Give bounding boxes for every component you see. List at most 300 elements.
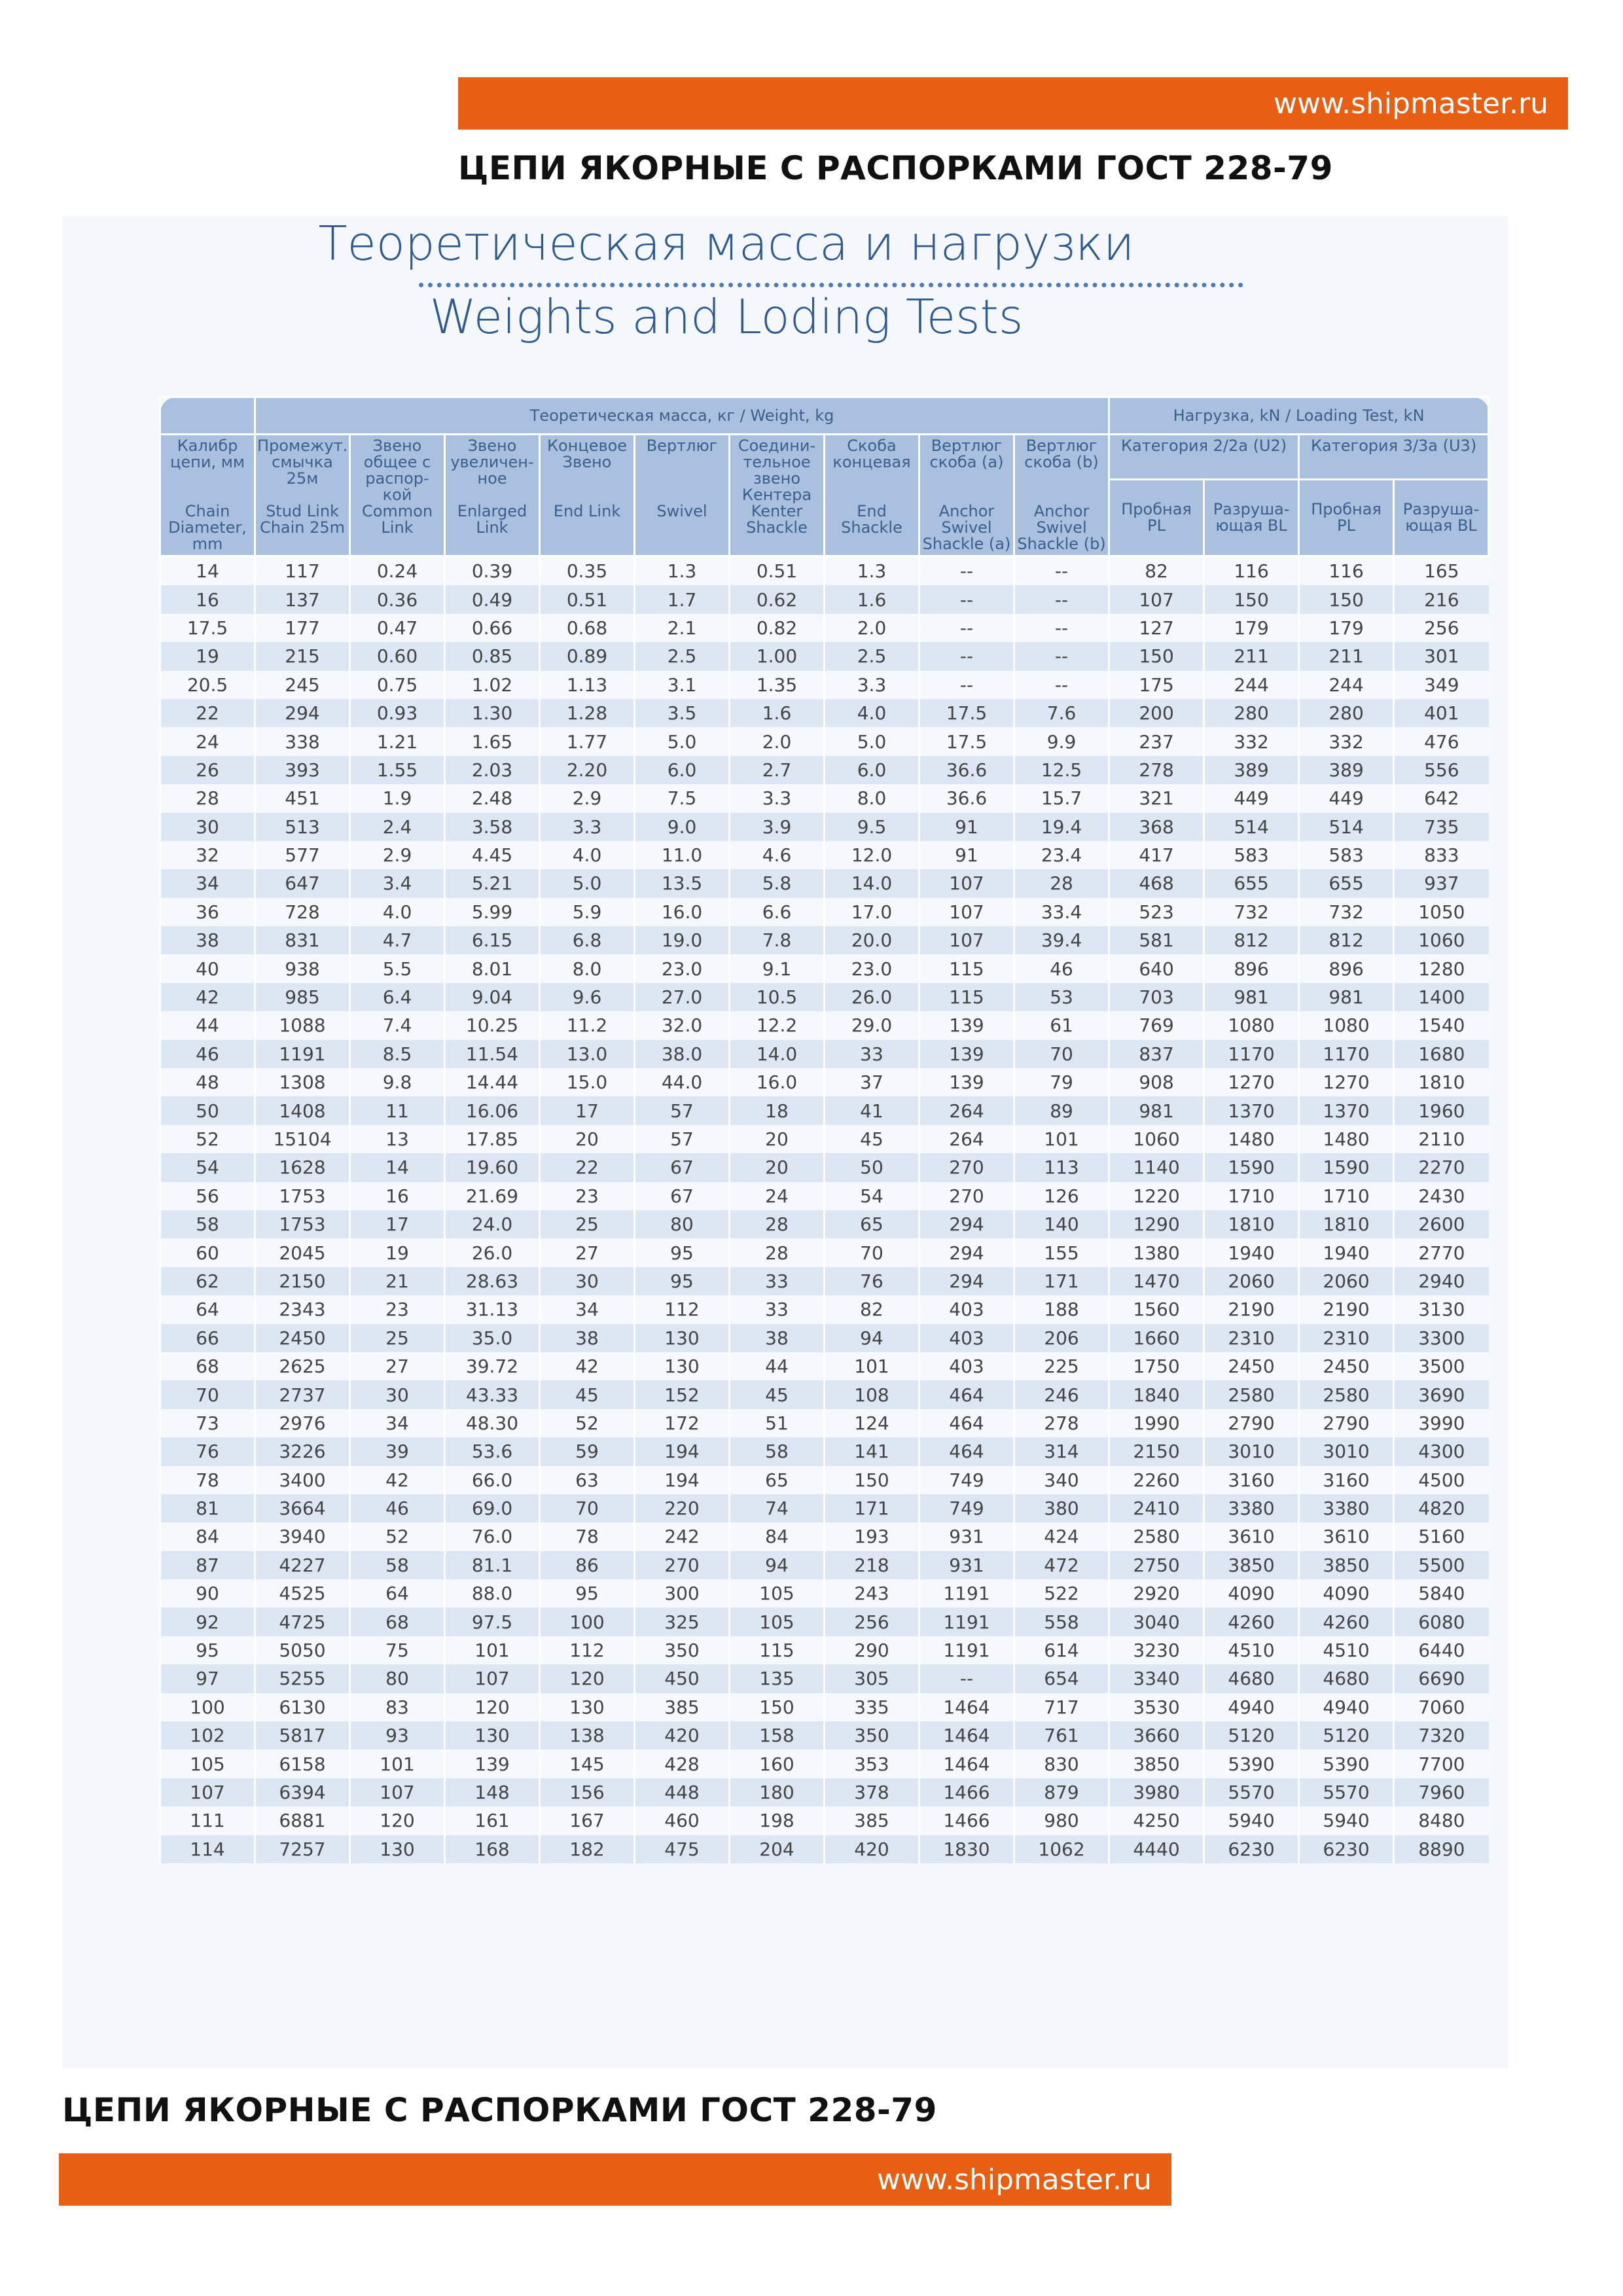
header-sub-pl: Пробная PL — [1109, 480, 1204, 556]
table-cell: 3010 — [1299, 1437, 1394, 1465]
table-cell: 94 — [825, 1324, 919, 1352]
table-cell: 25 — [350, 1324, 445, 1352]
table-cell: 0.49 — [445, 585, 540, 613]
header-col-en: Anchor Swivel Shackle (a) — [922, 502, 1011, 553]
table-cell: 11.2 — [540, 1011, 635, 1039]
table-cell: 42 — [350, 1466, 445, 1494]
header-col-en: Enlarged Link — [457, 502, 527, 537]
table-cell: 19.0 — [635, 926, 730, 954]
table-cell: 2580 — [1204, 1380, 1299, 1408]
table-cell: 985 — [255, 983, 350, 1011]
table-cell: 16.06 — [445, 1096, 540, 1124]
table-cell: 3610 — [1204, 1522, 1299, 1551]
header-col — [350, 435, 445, 556]
table-cell: 111 — [160, 1806, 255, 1835]
table-cell: 28.63 — [445, 1267, 540, 1295]
table-cell: 87 — [160, 1551, 255, 1579]
header-diameter-en: Chain Diameter, mm — [168, 502, 247, 553]
table-cell: 980 — [1014, 1806, 1109, 1835]
table-cell: 1464 — [919, 1721, 1014, 1749]
table-cell: 290 — [825, 1636, 919, 1664]
table-cell: 812 — [1299, 926, 1394, 954]
table-row — [160, 1466, 1489, 1494]
table-row — [160, 869, 1489, 897]
table-cell: 82 — [1109, 556, 1204, 586]
table-row — [160, 813, 1489, 841]
table-cell: 4.0 — [350, 898, 445, 926]
table-cell: 27 — [540, 1238, 635, 1266]
table-cell: 2110 — [1394, 1125, 1489, 1153]
table-cell: 1840 — [1109, 1380, 1204, 1408]
table-cell: 464 — [919, 1409, 1014, 1437]
table-cell: 244 — [1299, 671, 1394, 699]
table-cell: 1191 — [255, 1040, 350, 1068]
table-cell: 57 — [635, 1125, 730, 1153]
table-cell: 34 — [350, 1409, 445, 1437]
header-col — [1014, 435, 1109, 556]
table-cell: 0.24 — [350, 556, 445, 586]
table-cell: 4510 — [1204, 1636, 1299, 1664]
table-cell: 8.5 — [350, 1040, 445, 1068]
table-cell: 39.4 — [1014, 926, 1109, 954]
table-cell: 1060 — [1109, 1125, 1204, 1153]
table-cell: 2750 — [1109, 1551, 1204, 1579]
table-cell: 0.89 — [540, 642, 635, 670]
table-cell: 17.5 — [919, 699, 1014, 727]
header-col-en: Common Link — [361, 502, 433, 537]
table-cell: 1660 — [1109, 1324, 1204, 1352]
table-cell: 350 — [825, 1721, 919, 1749]
table-cell: 2.20 — [540, 756, 635, 784]
table-cell: 3130 — [1394, 1295, 1489, 1323]
table-cell: 13.5 — [635, 869, 730, 897]
table-cell: 831 — [255, 926, 350, 954]
table-cell: 614 — [1014, 1636, 1109, 1664]
table-cell: 24.0 — [445, 1210, 540, 1238]
table-cell: 108 — [825, 1380, 919, 1408]
table-cell: 101 — [825, 1352, 919, 1380]
table-cell: 0.51 — [730, 556, 825, 586]
table-cell: 27.0 — [635, 983, 730, 1011]
table-cell: 148 — [445, 1778, 540, 1806]
table-cell: 732 — [1204, 898, 1299, 926]
header-col — [635, 435, 730, 556]
table-cell: 45 — [730, 1380, 825, 1408]
table-row — [160, 727, 1489, 755]
table-cell: 450 — [635, 1664, 730, 1693]
table-cell: 981 — [1109, 1096, 1204, 1124]
table-cell: 68 — [160, 1352, 255, 1380]
table-cell: 981 — [1299, 983, 1394, 1011]
table-cell: 0.82 — [730, 614, 825, 642]
table-cell: 20.5 — [160, 671, 255, 699]
table-cell: 769 — [1109, 1011, 1204, 1039]
table-cell: 1140 — [1109, 1153, 1204, 1181]
table-cell: 1466 — [919, 1806, 1014, 1835]
table-cell: 1480 — [1299, 1125, 1394, 1153]
table-cell: 1170 — [1299, 1040, 1394, 1068]
header-col — [255, 435, 350, 556]
table-row — [160, 1324, 1489, 1352]
table-row — [160, 1125, 1489, 1153]
table-cell: 61 — [1014, 1011, 1109, 1039]
table-cell: 19 — [350, 1238, 445, 1266]
table-row — [160, 614, 1489, 642]
table-row — [160, 841, 1489, 869]
table-cell: 1380 — [1109, 1238, 1204, 1266]
weights-table — [159, 396, 1489, 1863]
table-cell: 4510 — [1299, 1636, 1394, 1664]
table-cell: 256 — [825, 1607, 919, 1636]
table-cell: 7060 — [1394, 1693, 1489, 1721]
table-cell: -- — [919, 614, 1014, 642]
table-cell: 17.5 — [919, 727, 1014, 755]
table-cell: 2.5 — [635, 642, 730, 670]
table-cell: 117 — [255, 556, 350, 586]
table-cell: 107 — [160, 1778, 255, 1806]
table-cell: 246 — [1014, 1380, 1109, 1408]
table-cell: 2.9 — [350, 841, 445, 869]
table-cell: 385 — [825, 1806, 919, 1835]
table-cell: 3.3 — [825, 671, 919, 699]
table-row — [160, 1153, 1489, 1181]
table-cell: 105 — [730, 1607, 825, 1636]
table-cell: 39.72 — [445, 1352, 540, 1380]
table-cell: 14 — [350, 1153, 445, 1181]
table-cell: 1990 — [1109, 1409, 1204, 1437]
table-cell: 581 — [1109, 926, 1204, 954]
table-cell: 4500 — [1394, 1466, 1489, 1494]
table-cell: 69.0 — [445, 1494, 540, 1522]
table-cell: 6.0 — [635, 756, 730, 784]
table-cell: 46 — [1014, 954, 1109, 982]
table-cell: 44 — [730, 1352, 825, 1380]
table-cell: 79 — [1014, 1068, 1109, 1096]
table-cell: 10.25 — [445, 1011, 540, 1039]
table-cell: 95 — [635, 1267, 730, 1295]
table-cell: 7.4 — [350, 1011, 445, 1039]
table-cell: 74 — [730, 1494, 825, 1522]
table-cell: 321 — [1109, 784, 1204, 812]
table-cell: 270 — [919, 1182, 1014, 1210]
weights-table-container — [159, 396, 1480, 1863]
table-row — [160, 1664, 1489, 1693]
table-row — [160, 1040, 1489, 1068]
table-cell: 2737 — [255, 1380, 350, 1408]
table-cell: 18 — [730, 1096, 825, 1124]
table-cell: 65 — [730, 1466, 825, 1494]
table-cell: 4940 — [1204, 1693, 1299, 1721]
header-col-ru: Звено общее с распор-кой — [363, 437, 431, 504]
table-row — [160, 1011, 1489, 1039]
table-row — [160, 1409, 1489, 1437]
table-cell: 270 — [919, 1153, 1014, 1181]
table-cell: 81 — [160, 1494, 255, 1522]
table-cell: 28 — [1014, 869, 1109, 897]
table-cell: 9.1 — [730, 954, 825, 982]
table-row — [160, 1522, 1489, 1551]
table-cell: 182 — [540, 1835, 635, 1863]
table-cell: 11 — [350, 1096, 445, 1124]
table-cell: 28 — [160, 784, 255, 812]
table-cell: 837 — [1109, 1040, 1204, 1068]
table-cell: 100 — [540, 1607, 635, 1636]
table-cell: -- — [1014, 614, 1109, 642]
table-cell: 3010 — [1204, 1437, 1299, 1465]
table-cell: 42 — [540, 1352, 635, 1380]
table-cell: 38 — [160, 926, 255, 954]
table-cell: 22 — [160, 699, 255, 727]
table-cell: 150 — [1299, 585, 1394, 613]
table-cell: 1590 — [1299, 1153, 1394, 1181]
table-cell: 349 — [1394, 671, 1489, 699]
table-row — [160, 926, 1489, 954]
table-cell: 52 — [350, 1522, 445, 1551]
table-cell: 139 — [919, 1040, 1014, 1068]
table-row — [160, 585, 1489, 613]
table-cell: -- — [919, 671, 1014, 699]
table-cell: 931 — [919, 1522, 1014, 1551]
table-cell: 3300 — [1394, 1324, 1489, 1352]
table-cell: 62 — [160, 1267, 255, 1295]
table-row — [160, 784, 1489, 812]
table-cell: 642 — [1394, 784, 1489, 812]
table-cell: 66 — [160, 1324, 255, 1352]
table-cell: 38.0 — [635, 1040, 730, 1068]
table-cell: 2310 — [1204, 1324, 1299, 1352]
table-cell: 451 — [255, 784, 350, 812]
table-cell: 194 — [635, 1466, 730, 1494]
table-cell: 20.0 — [825, 926, 919, 954]
table-cell: 139 — [919, 1011, 1014, 1039]
table-cell: 16 — [160, 585, 255, 613]
table-cell: 4300 — [1394, 1437, 1489, 1465]
table-cell: 6.0 — [825, 756, 919, 784]
table-cell: 17.0 — [825, 898, 919, 926]
site-url[interactable]: www.shipmaster.ru — [877, 2162, 1152, 2197]
table-cell: 130 — [635, 1324, 730, 1352]
table-row — [160, 1437, 1489, 1465]
table-cell: 7.5 — [635, 784, 730, 812]
table-cell: 3.5 — [635, 699, 730, 727]
table-cell: 938 — [255, 954, 350, 982]
table-row — [160, 1238, 1489, 1266]
table-cell: 112 — [540, 1636, 635, 1664]
table-cell: 305 — [825, 1664, 919, 1693]
table-cell: 206 — [1014, 1324, 1109, 1352]
header-col-en: Stud Link Chain 25m — [259, 502, 346, 537]
table-cell: 91 — [919, 813, 1014, 841]
header-group-weight: Теоретическая масса, кг / Weight, kg — [255, 397, 1109, 435]
table-cell: 3160 — [1299, 1466, 1394, 1494]
table-cell: 2060 — [1299, 1267, 1394, 1295]
table-cell: 23.4 — [1014, 841, 1109, 869]
table-cell: 33 — [825, 1040, 919, 1068]
table-cell: 655 — [1299, 869, 1394, 897]
table-cell: 32 — [160, 841, 255, 869]
table-cell: 2410 — [1109, 1494, 1204, 1522]
table-cell: 124 — [825, 1409, 919, 1437]
site-banner-bottom — [59, 2153, 1171, 2206]
table-cell: 4725 — [255, 1607, 350, 1636]
table-cell: 7320 — [1394, 1721, 1489, 1749]
table-cell: 514 — [1299, 813, 1394, 841]
table-cell: 4.45 — [445, 841, 540, 869]
table-cell: 243 — [825, 1579, 919, 1607]
table-cell: 3990 — [1394, 1409, 1489, 1437]
table-cell: 256 — [1394, 614, 1489, 642]
table-cell: 92 — [160, 1607, 255, 1636]
table-row — [160, 1380, 1489, 1408]
table-cell: 107 — [350, 1778, 445, 1806]
table-cell: 46 — [350, 1494, 445, 1522]
table-cell: 449 — [1299, 784, 1394, 812]
table-row — [160, 556, 1489, 586]
table-row — [160, 699, 1489, 727]
table-cell: 1.3 — [635, 556, 730, 586]
table-cell: 1480 — [1204, 1125, 1299, 1153]
table-cell: 138 — [540, 1721, 635, 1749]
table-cell: 464 — [919, 1437, 1014, 1465]
table-cell: 5160 — [1394, 1522, 1489, 1551]
table-cell: 139 — [445, 1749, 540, 1778]
table-cell: 65 — [825, 1210, 919, 1238]
table-cell: 34 — [540, 1295, 635, 1323]
table-cell: 0.75 — [350, 671, 445, 699]
table-cell: 48 — [160, 1068, 255, 1096]
table-row — [160, 1210, 1489, 1238]
table-cell: 17.5 — [160, 614, 255, 642]
table-cell: 879 — [1014, 1778, 1109, 1806]
table-cell: 3.58 — [445, 813, 540, 841]
table-cell: 220 — [635, 1494, 730, 1522]
table-cell: 6080 — [1394, 1607, 1489, 1636]
table-cell: 1060 — [1394, 926, 1489, 954]
table-cell: 6440 — [1394, 1636, 1489, 1664]
table-cell: 294 — [919, 1210, 1014, 1238]
table-cell: 160 — [730, 1749, 825, 1778]
header-col-ru: Концевое Звено — [546, 437, 628, 471]
table-cell: 130 — [445, 1721, 540, 1749]
table-cell: 294 — [919, 1238, 1014, 1266]
table-cell: 908 — [1109, 1068, 1204, 1096]
table-cell: -- — [919, 1664, 1014, 1693]
table-cell: 403 — [919, 1295, 1014, 1323]
table-cell: 1270 — [1204, 1068, 1299, 1096]
table-cell: 5255 — [255, 1664, 350, 1693]
site-url[interactable]: www.shipmaster.ru — [1274, 86, 1548, 120]
table-cell: 4680 — [1204, 1664, 1299, 1693]
table-cell: 150 — [825, 1466, 919, 1494]
table-cell: 4260 — [1204, 1607, 1299, 1636]
table-cell: 39 — [350, 1437, 445, 1465]
table-cell: 51 — [730, 1409, 825, 1437]
table-cell: 0.93 — [350, 699, 445, 727]
table-cell: 78 — [160, 1466, 255, 1494]
table-cell: 1290 — [1109, 1210, 1204, 1238]
table-cell: 1050 — [1394, 898, 1489, 926]
table-cell: 300 — [635, 1579, 730, 1607]
table-cell: -- — [919, 642, 1014, 670]
table-cell: 1753 — [255, 1182, 350, 1210]
table-row — [160, 1721, 1489, 1749]
table-cell: 378 — [825, 1778, 919, 1806]
table-cell: 218 — [825, 1551, 919, 1579]
table-cell: -- — [919, 556, 1014, 586]
table-cell: 13.0 — [540, 1040, 635, 1068]
table-cell: 2.0 — [730, 727, 825, 755]
table-cell: 1088 — [255, 1011, 350, 1039]
table-cell: 280 — [1204, 699, 1299, 727]
table-row — [160, 1096, 1489, 1124]
page-heading-bottom: ЦЕПИ ЯКОРНЫЕ С РАСПОРКАМИ ГОСТ 228-79 — [62, 2091, 937, 2129]
table-cell: 448 — [635, 1778, 730, 1806]
table-cell: 102 — [160, 1721, 255, 1749]
table-cell: 6.4 — [350, 983, 445, 1011]
table-cell: 114 — [160, 1835, 255, 1863]
table-cell: 66.0 — [445, 1466, 540, 1494]
table-cell: -- — [919, 585, 1014, 613]
table-cell: 3040 — [1109, 1607, 1204, 1636]
table-cell: 54 — [825, 1182, 919, 1210]
table-cell: 101 — [350, 1749, 445, 1778]
table-cell: 150 — [1109, 642, 1204, 670]
table-cell: 522 — [1014, 1579, 1109, 1607]
table-cell: 156 — [540, 1778, 635, 1806]
table-cell: 158 — [730, 1721, 825, 1749]
table-cell: 27 — [350, 1352, 445, 1380]
table-cell: 6158 — [255, 1749, 350, 1778]
table-cell: 12.2 — [730, 1011, 825, 1039]
table-cell: 28 — [730, 1210, 825, 1238]
table-row — [160, 1267, 1489, 1295]
table-cell: 403 — [919, 1324, 1014, 1352]
table-cell: 179 — [1299, 614, 1394, 642]
table-cell: 120 — [540, 1664, 635, 1693]
table-cell: 2045 — [255, 1238, 350, 1266]
table-cell: 225 — [1014, 1352, 1109, 1380]
header-col-ru: Звено увеличен-ное — [450, 437, 534, 488]
table-cell: 43.33 — [445, 1380, 540, 1408]
table-cell: 48.30 — [445, 1409, 540, 1437]
table-cell: 64 — [160, 1295, 255, 1323]
table-cell: 57 — [635, 1096, 730, 1124]
table-cell: 4090 — [1204, 1579, 1299, 1607]
table-cell: 36.6 — [919, 784, 1014, 812]
table-cell: 242 — [635, 1522, 730, 1551]
table-cell: 6690 — [1394, 1664, 1489, 1693]
table-cell: 245 — [255, 671, 350, 699]
table-cell: 5500 — [1394, 1551, 1489, 1579]
table-cell: 40 — [160, 954, 255, 982]
header-group-load: Нагрузка, kN / Loading Test, kN — [1109, 397, 1489, 435]
table-cell: 428 — [635, 1749, 730, 1778]
table-cell: 9.0 — [635, 813, 730, 841]
table-cell: 1.6 — [730, 699, 825, 727]
table-cell: 2450 — [255, 1324, 350, 1352]
table-cell: 24 — [730, 1182, 825, 1210]
table-cell: 2580 — [1109, 1522, 1204, 1551]
table-cell: 577 — [255, 841, 350, 869]
table-cell: 4680 — [1299, 1664, 1394, 1693]
table-row — [160, 1295, 1489, 1323]
table-cell: 6881 — [255, 1806, 350, 1835]
table-cell: 5.8 — [730, 869, 825, 897]
table-cell: 420 — [635, 1721, 730, 1749]
header-col-ru: Вертлюг скоба (a) — [929, 437, 1004, 471]
table-cell: 2150 — [255, 1267, 350, 1295]
table-cell: 120 — [350, 1806, 445, 1835]
